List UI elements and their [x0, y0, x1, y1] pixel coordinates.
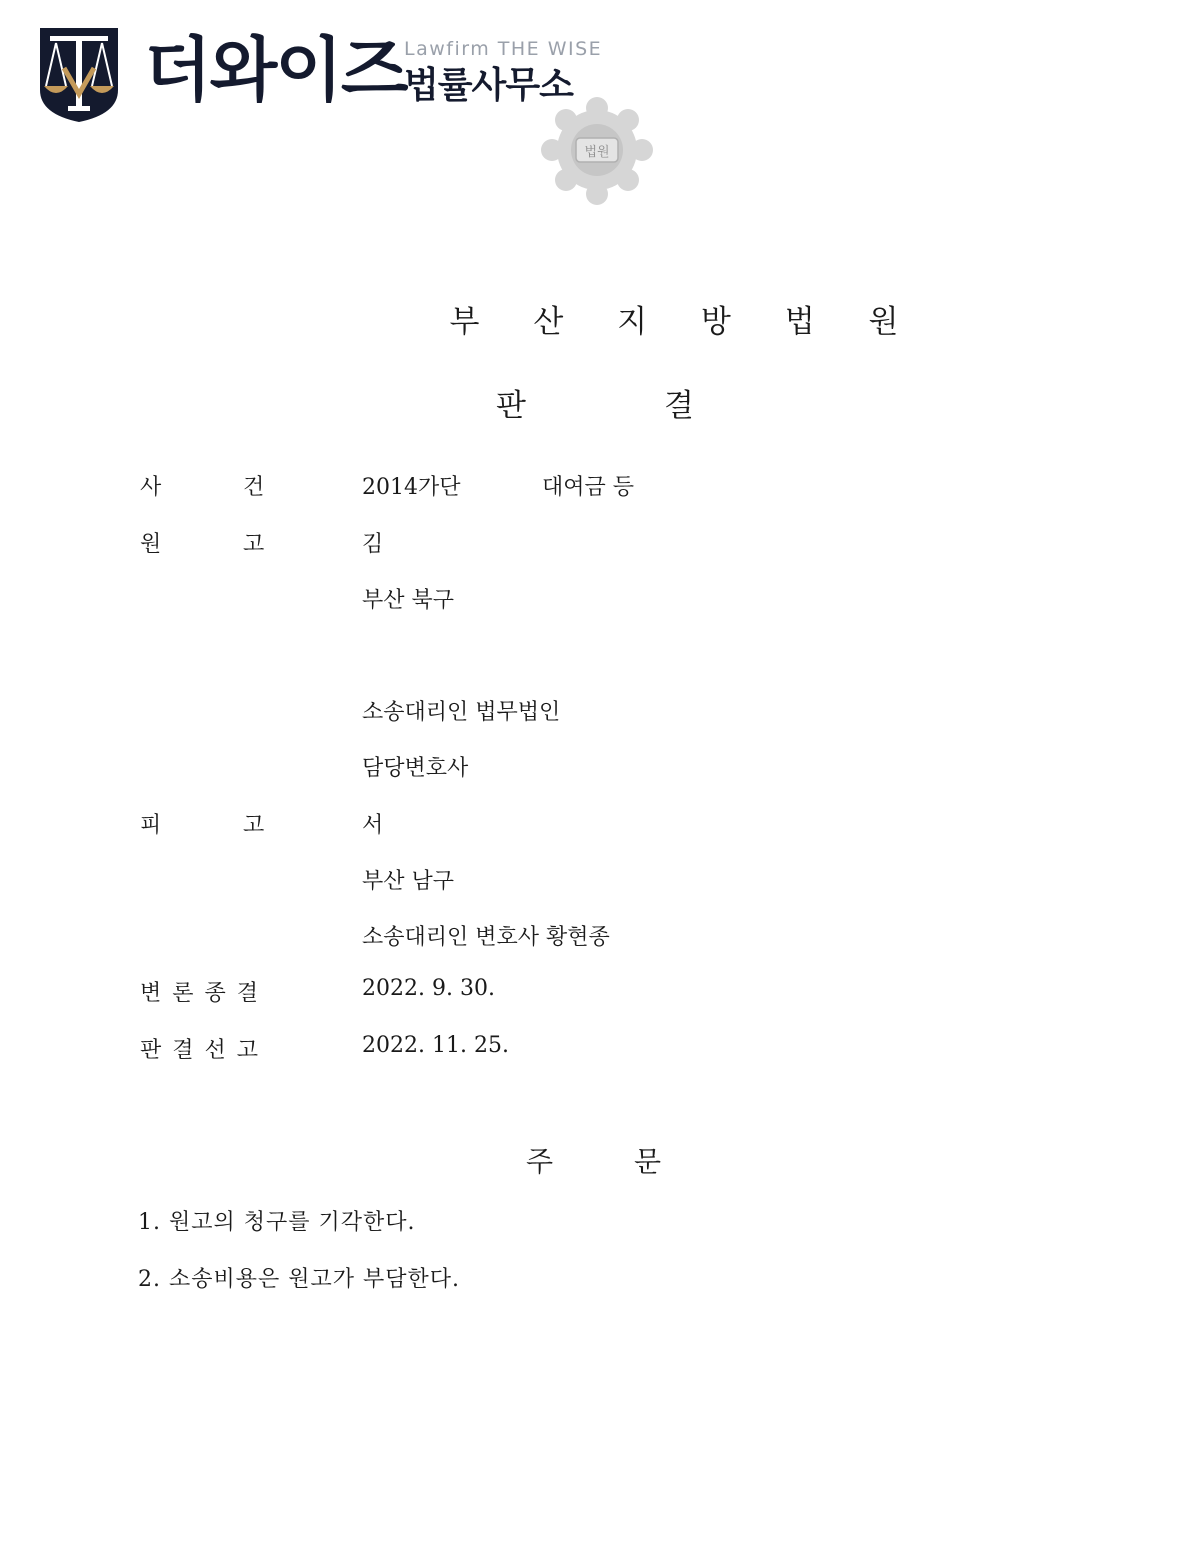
plaintiff-name: 김 — [362, 532, 384, 557]
defendant-name: 서 — [362, 813, 384, 838]
court-name: 부 산 지 방 법 원 — [449, 304, 921, 340]
closing-argument-date: 2022. 9. 30. — [362, 976, 495, 1001]
defendant-counsel: 소송대리인 변호사 황현종 — [362, 925, 610, 950]
case-name: 대여금 등 — [542, 475, 635, 500]
plaintiff-counsel: 소송대리인 법무법인 — [362, 700, 561, 725]
order-title-left: 주 — [526, 1145, 554, 1178]
judgment-date: 2022. 11. 25. — [362, 1033, 509, 1058]
plaintiff-attorney: 담당변호사 — [362, 756, 469, 781]
document-title-left: 판 — [496, 388, 526, 424]
label-closing-argument: 변 론 종 결 — [140, 981, 260, 1006]
firm-name-suffix: 법률사무소 — [404, 65, 573, 106]
plaintiff-address: 부산 북구 — [362, 588, 455, 613]
order-item-1: 1. 원고의 청구를 기각한다. — [138, 1210, 416, 1235]
order-item-2: 2. 소송비용은 원고가 부담한다. — [138, 1267, 460, 1292]
order-title-right: 문 — [634, 1145, 662, 1178]
firm-name-english: Lawfirm THE WISE — [404, 38, 603, 60]
scales-of-justice-icon — [34, 24, 124, 124]
law-firm-logo — [34, 24, 603, 128]
defendant-address: 부산 남구 — [362, 869, 455, 894]
document-title-right: 결 — [664, 388, 694, 424]
case-number: 2014가단 — [362, 475, 461, 500]
label-judgment-date: 판 결 선 고 — [140, 1038, 260, 1063]
court-seal-icon — [540, 96, 654, 206]
firm-name-korean: 더와이즈 — [144, 29, 407, 111]
seal-text: 법원 — [584, 145, 610, 160]
